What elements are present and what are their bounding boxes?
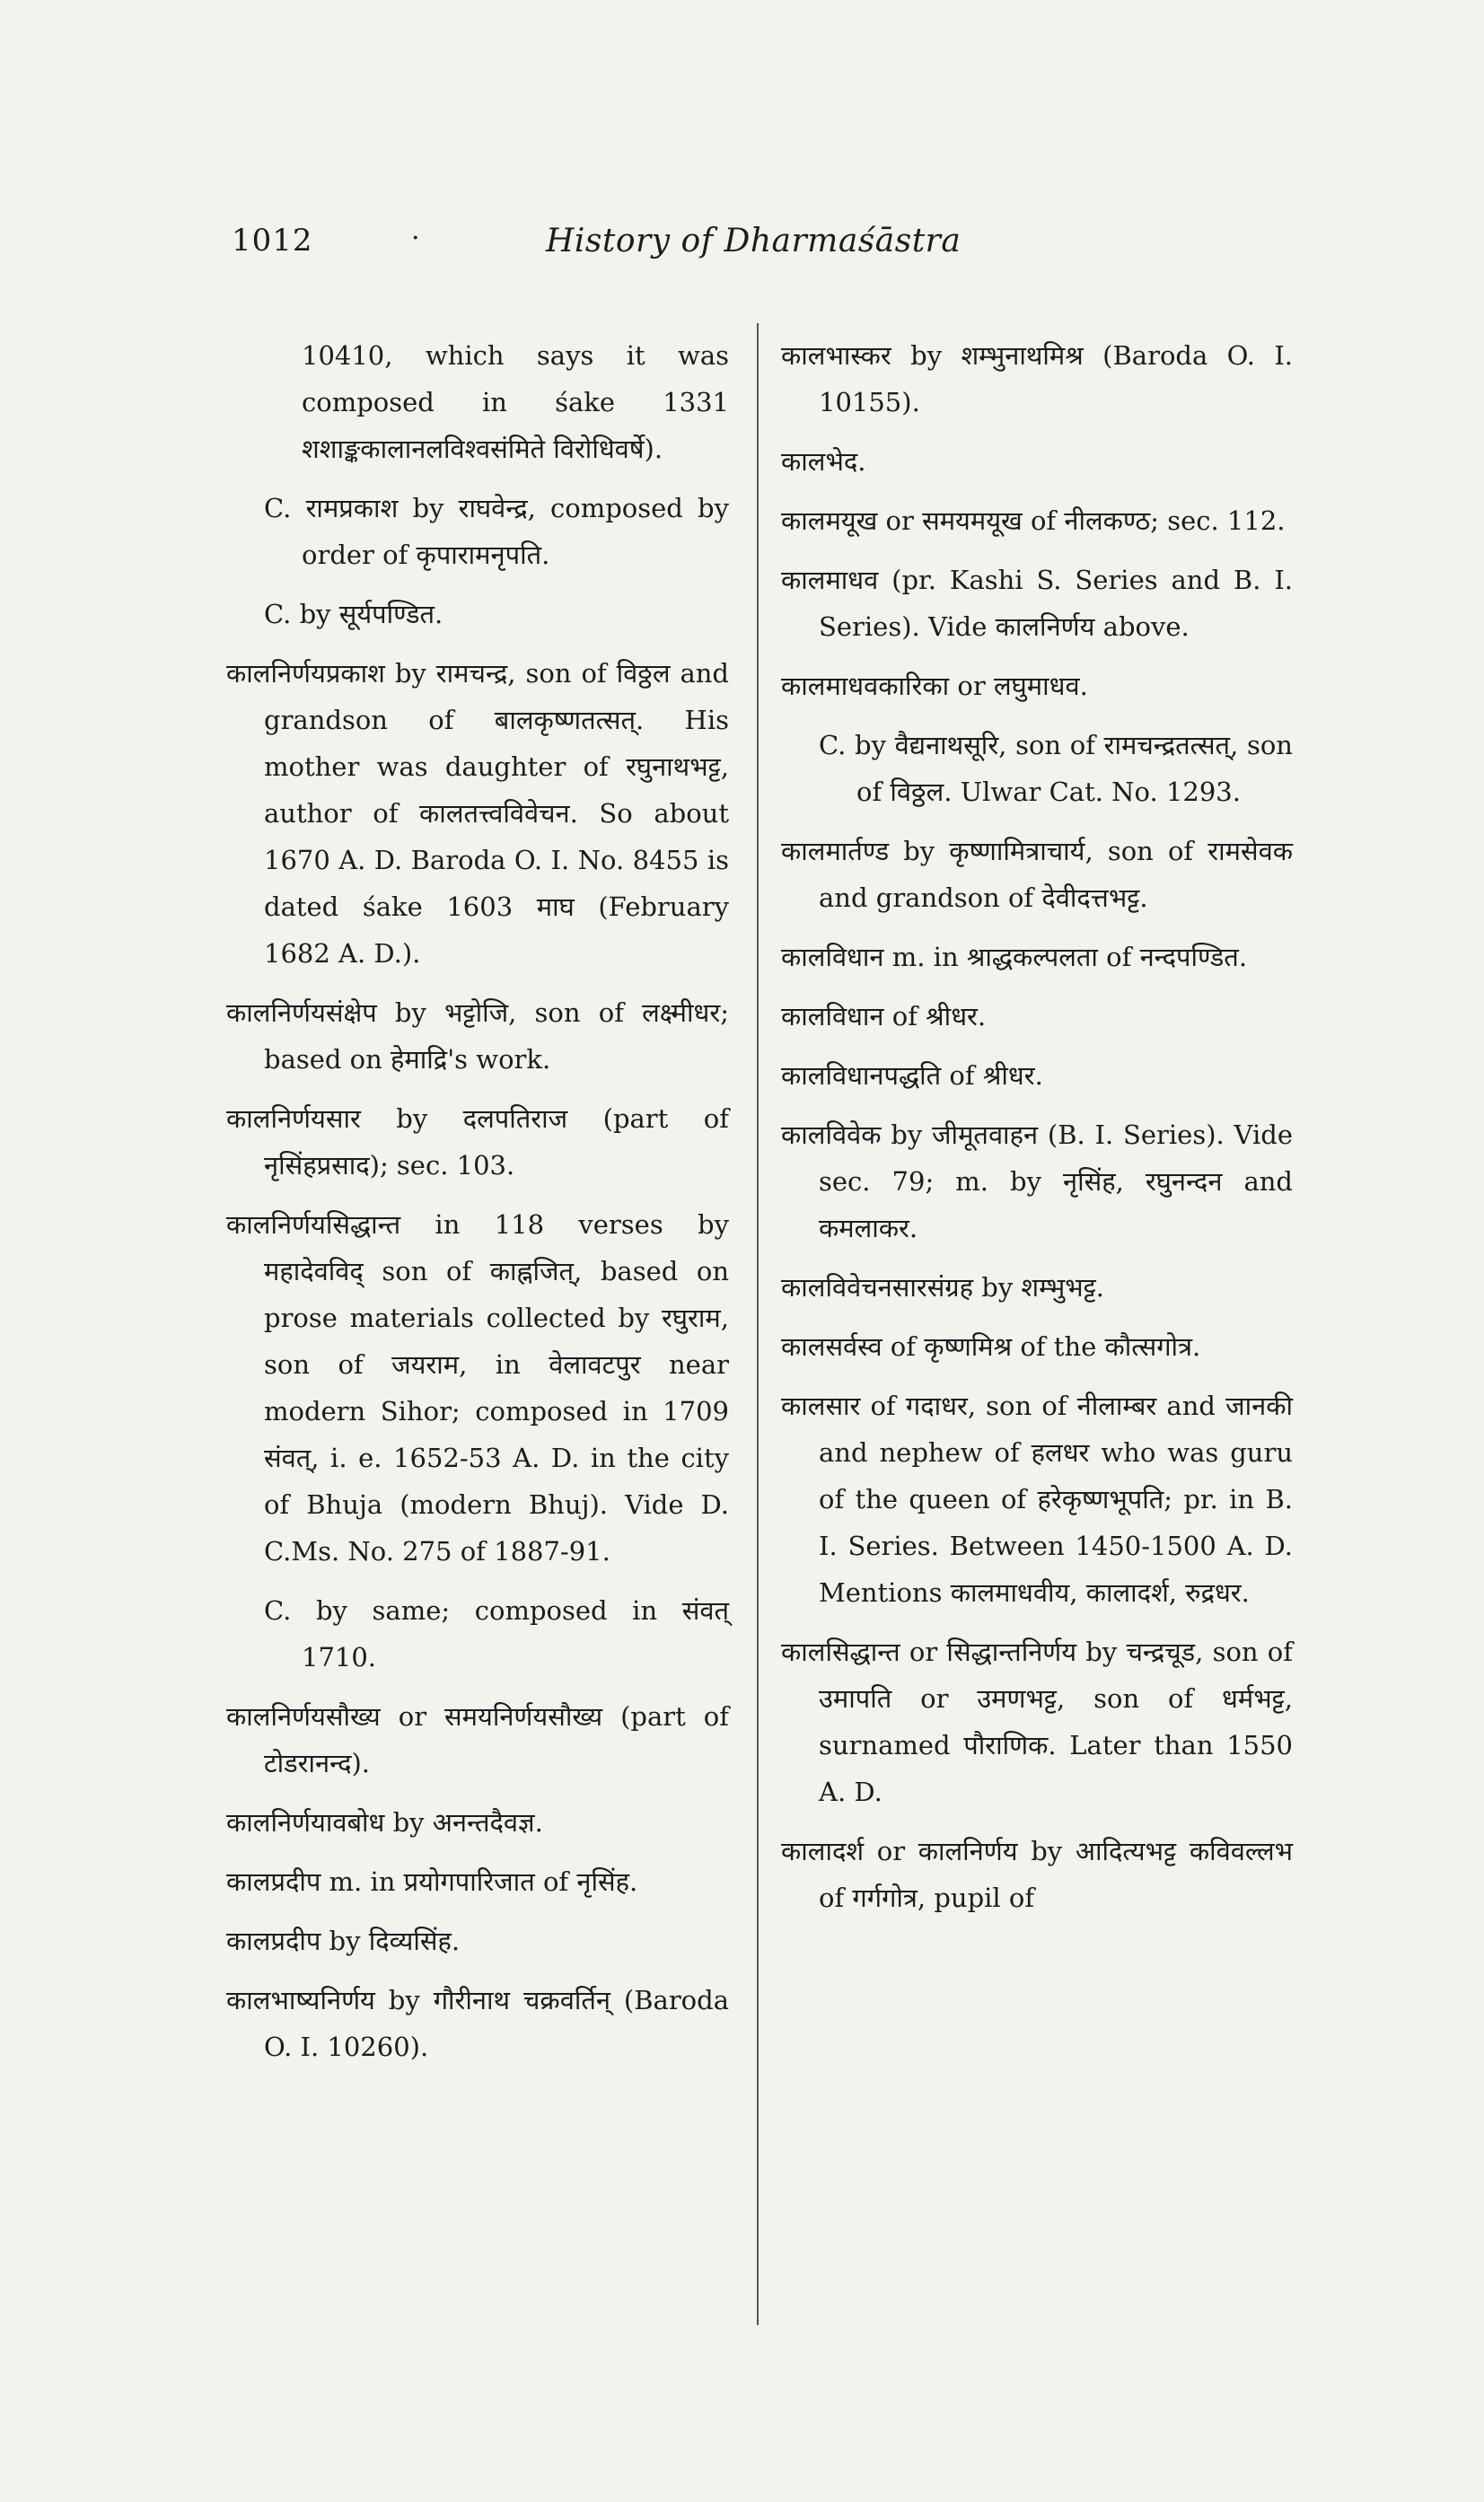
entry-headword: कालसिद्धान्त or सिद्धान्तनिर्णय by चन्द्रचूड, son of उमापति or उमणभट्ट, son of धर्मभट्ट, surnamed पौराणिक. Later than 1550 A. D.	[781, 1637, 1293, 1807]
entry-headword: कालमाधव (pr. Kashi S. Series and B. I. Series). Vide कालनिर्णय above.	[781, 565, 1293, 642]
entry-commentary: C. by वैद्यनाथसूरि, son of रामचन्द्रतत्सत्, son of विठ्ठल. Ulwar Cat. No. 1293.	[819, 730, 1293, 807]
entry-headword: कालादर्श or कालनिर्णय by आदित्यभट्ट कविवल्लभ of गर्गगोत्र, pupil of	[781, 1836, 1293, 1913]
header-dot: ·	[411, 223, 420, 254]
page-number: 1012	[232, 223, 313, 259]
entry-headword: कालसार of गदाधर, son of नीलाम्बर and जानकी and nephew of हलधर who was guru of the queen of हरेकृष्णभूपति; pr. in B. I. Series. Between 1450-1500 A. D. Mentions कालमाधवीय, कालादर्श, रुद्रधर.	[781, 1391, 1293, 1608]
entry-headword: कालनिर्णयसंक्षेप by भट्टोजि, son of लक्ष्मीधर; based on हेमाद्रि's work.	[226, 997, 729, 1075]
entry-headword: कालभाष्यनिर्णय by गौरीनाथ चक्रवर्तिन् (Baroda O. I. 10260).	[226, 1985, 729, 2062]
entry-commentary: C. by same; composed in संवत् 1710.	[264, 1595, 729, 1672]
column-divider	[757, 323, 759, 2325]
left-column	[226, 332, 729, 2083]
entry-commentary: C. by सूर्यपण्डित.	[264, 599, 443, 629]
entry-headword: कालमाधवकारिका or लघुमाधव.	[781, 671, 1088, 701]
entry-headword: कालनिर्णयावबोध by अनन्तदैवज्ञ.	[226, 1807, 543, 1838]
entry-headword: कालविवेक by जीमूतवाहन (B. I. Series). Vide sec. 79; m. by नृसिंह, रघुनन्दन and कमलाकर.	[781, 1119, 1293, 1243]
entry-headword: कालविधान of श्रीधर.	[781, 1001, 987, 1032]
page-header	[232, 223, 1309, 277]
right-column	[781, 332, 1293, 1934]
entry-headword: कालभास्कर by शम्भुनाथमिश्र (Baroda O. I. 10155).	[781, 340, 1293, 417]
entry-headword: कालसर्वस्व of कृष्णमिश्र of the कौत्सगोत्र.	[781, 1331, 1201, 1362]
entry-headword: कालनिर्णयसौख्य or समयनिर्णयसौख्य (part of टोडरानन्द).	[226, 1701, 729, 1778]
entry-headword: कालविधान m. in श्राद्धकल्पलता of नन्दपण्डित.	[781, 942, 1248, 972]
entry-headword: कालनिर्णयप्रकाश by रामचन्द्र, son of विठ्ठल and grandson of बालकृष्णतत्सत्. His mother was daughter of रघुनाथभट्ट, author of कालतत्त्वविवेचन. So about 1670 A. D. Baroda O. I. No. 8455 is dated śake 1603 माघ (February 1682 A. D.).	[226, 658, 729, 969]
entry-headword: कालमयूख or समयमयूख of नीलकण्ठ; sec. 112.	[781, 505, 1286, 536]
entry-headword: कालविधानपद्धति of श्रीधर.	[781, 1060, 1043, 1091]
entry-headword: कालमार्तण्ड by कृष्णामित्राचार्य, son of रामसेवक and grandson of देवीदत्तभट्ट.	[781, 836, 1293, 913]
entry-headword: कालनिर्णयसिद्धान्त in 118 verses by महादेवविद् son of काह्नजित्, based on prose materials collected by रघुराम, son of जयराम, in वेलावटपुर near modern Sihor; composed in 1709 संवत्, i. e. 1652-53 A. D. in the city of Bhuja (modern Bhuj). Vide D. C.Ms. No. 275 of 1887-91.	[226, 1209, 729, 1567]
entry-headword: कालप्रदीप by दिव्यसिंह.	[226, 1926, 461, 1956]
entry-headword: कालप्रदीप m. in प्रयोगपारिजात of नृसिंह.	[226, 1866, 638, 1897]
entry-headword: कालभेद.	[781, 446, 866, 477]
entry-continuation: 10410, which says it was composed in śake 1331 शशाङ्ककालानलविश्वसंमिते विरोधिवर्षे).	[302, 340, 729, 464]
entry-headword: कालनिर्णयसार by दलपतिराज (part of नृसिंहप्रसाद); sec. 103.	[226, 1103, 729, 1181]
entry-headword: कालविवेचनसारसंग्रह by शम्भुभट्ट.	[781, 1272, 1105, 1303]
entry-commentary: C. रामप्रकाश by राघवेन्द्र, composed by order of कृपारामनृपति.	[264, 493, 729, 570]
running-title: History of Dharmaśāstra	[546, 223, 962, 259]
